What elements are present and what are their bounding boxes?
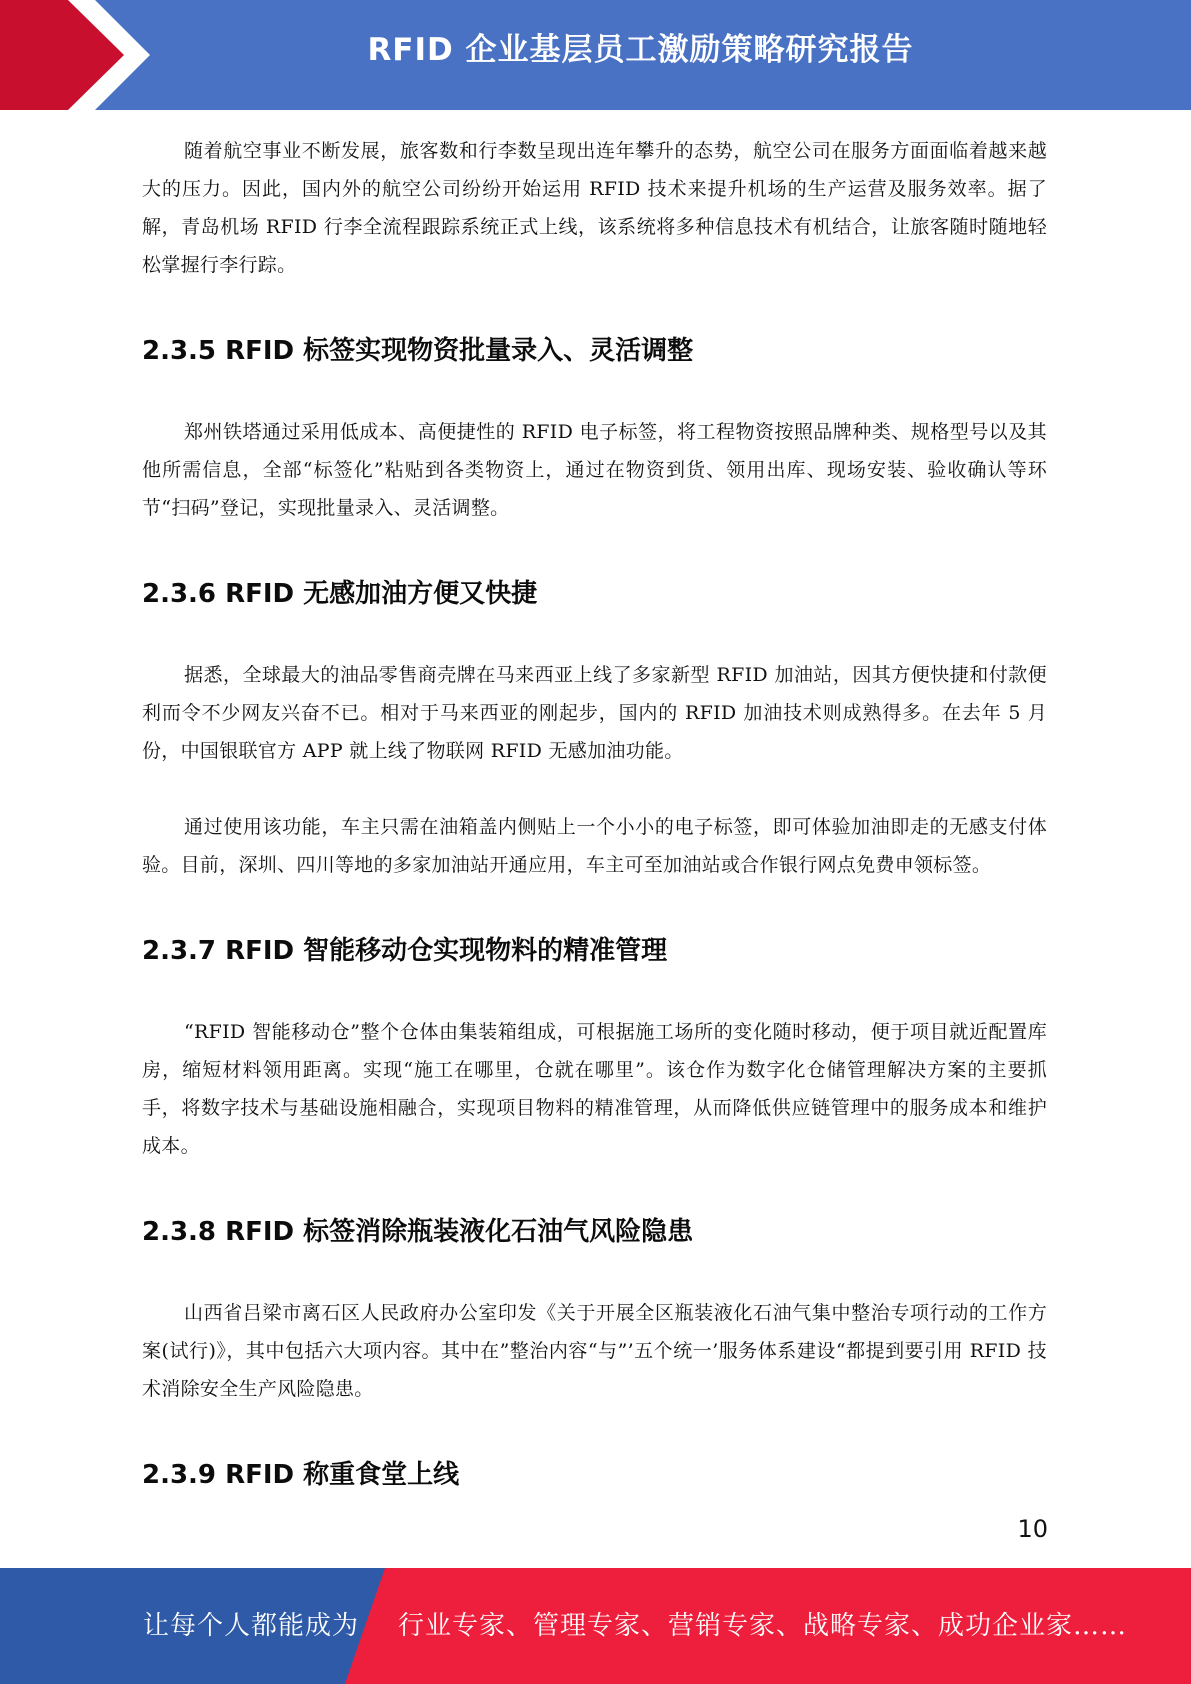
header-title: RFID 企业基层员工激励策略研究报告	[367, 32, 914, 68]
footer-slogan-left: 让每个人都能成为	[143, 1611, 360, 1641]
section-heading-2-3-6: 2.3.6 RFID 无感加油方便又快捷	[142, 579, 538, 609]
page-header	[0, 0, 1191, 110]
page-footer	[0, 1568, 1191, 1684]
paragraph: 郑州铁塔通过采用低成本、高便捷性的 RFID 电子标签，将工程物资按照品牌种类、规格型号以及其他所需信息，全部“标签化”粘贴到各类物资上，通过在物资到货、领用出库、现场安装、验收确认等环节“扫码”登记，实现批量录入、灵活调整。	[142, 421, 1047, 519]
section-heading-2-3-5: 2.3.5 RFID 标签实现物资批量录入、灵活调整	[142, 336, 694, 366]
footer-slogan-right: 行业专家、管理专家、营销专家、战略专家、成功企业家……	[398, 1611, 1128, 1641]
section-heading-2-3-9: 2.3.9 RFID 称重食堂上线	[142, 1460, 460, 1490]
page-number: 10	[1017, 1515, 1048, 1543]
paragraph: 据悉，全球最大的油品零售商壳牌在马来西亚上线了多家新型 RFID 加油站，因其方便快捷和付款便利而令不少网友兴奋不已。相对于马来西亚的刚起步，国内的 RFID 加油技术则成熟得多。在去年 5 月份，中国银联官方 APP 就上线了物联网 RFID 无感加油功能。	[142, 664, 1047, 762]
section-heading-2-3-8: 2.3.8 RFID 标签消除瓶装液化石油气风险隐患	[142, 1217, 694, 1247]
section-heading-2-3-7: 2.3.7 RFID 智能移动仓实现物料的精准管理	[142, 936, 668, 966]
document-body	[142, 132, 1047, 1491]
paragraph: 山西省吕梁市离石区人民政府办公室印发《关于开展全区瓶装液化石油气集中整治专项行动的工作方案(试行)》，其中包括六大项内容。其中在”整治内容“与”’五个统一’服务体系建设“都提到要引用 RFID 技术消除安全生产风险隐患。	[142, 1302, 1047, 1400]
paragraph: 随着航空事业不断发展，旅客数和行李数呈现出连年攀升的态势，航空公司在服务方面面临着越来越大的压力。因此，国内外的航空公司纷纷开始运用 RFID 技术来提升机场的生产运营及服务效率。据了解，青岛机场 RFID 行李全流程跟踪系统正式上线，该系统将多种信息技术有机结合，让旅客随时随地轻松掌握行李行踪。	[142, 140, 1047, 276]
paragraph: 通过使用该功能，车主只需在油箱盖内侧贴上一个小小的电子标签，即可体验加油即走的无感支付体验。目前，深圳、四川等地的多家加油站开通应用，车主可至加油站或合作银行网点免费申领标签。	[142, 816, 1047, 876]
paragraph: “RFID 智能移动仓”整个仓体由集装箱组成，可根据施工场所的变化随时移动，便于项目就近配置库房，缩短材料领用距离。实现“施工在哪里，仓就在哪里”。该仓作为数字化仓储管理解决方案的主要抓手，将数字技术与基础设施相融合，实现项目物料的精准管理，从而降低供应链管理中的服务成本和维护成本。	[142, 1021, 1047, 1157]
